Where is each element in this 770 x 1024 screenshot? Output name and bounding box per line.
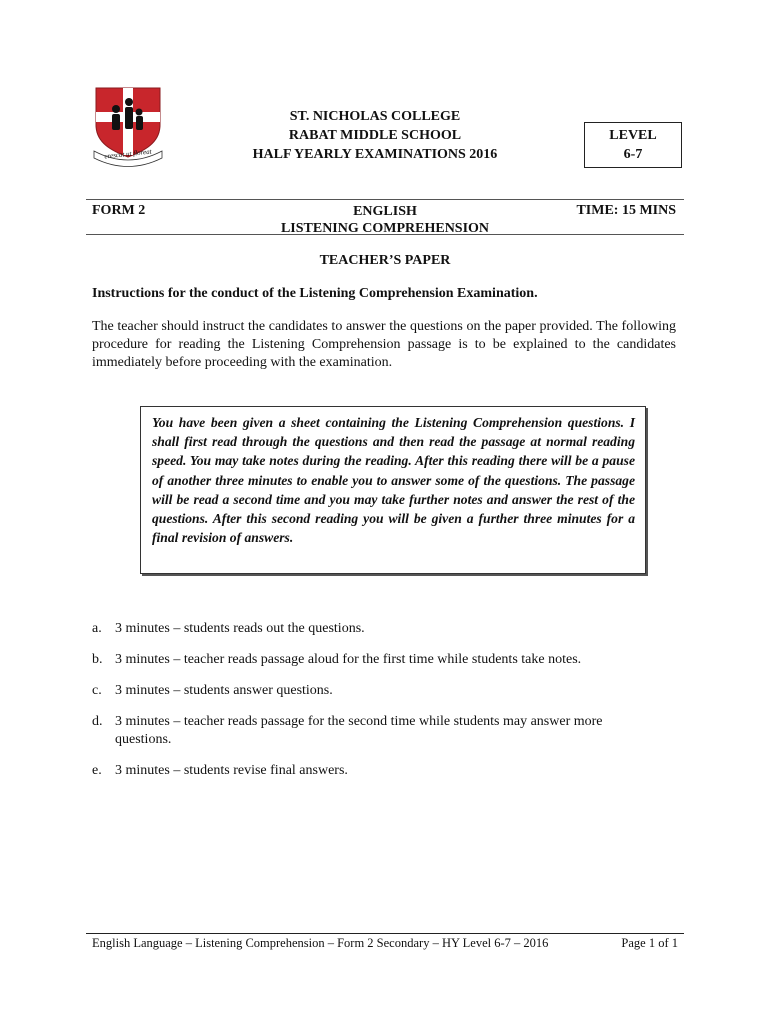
list-item-label: d. — [92, 714, 103, 729]
page-number: Page 1 of 1 — [621, 936, 678, 950]
list-item-label: e. — [92, 763, 102, 778]
list-item — [92, 682, 676, 700]
list-item-text: 3 minutes – students revise final answers. — [115, 763, 348, 778]
list-item-text: 3 minutes – teacher reads passage aloud for the first time while students take notes. — [115, 652, 582, 667]
level-label: LEVEL — [609, 128, 657, 143]
list-item-text: 3 minutes – students answer questions. — [115, 683, 333, 698]
crest-motto: crescat ut floreat — [104, 147, 152, 161]
top-divider — [86, 199, 684, 200]
procedure-list — [92, 620, 676, 793]
teacher-script-text: You have been given a sheet containing the Listening Comprehension questions. I shall first read through the questions and then read the passage at normal reading speed. You may take notes during the reading. After this reading there will be a pause of another three minutes to enable you to answer some of the questions. The passage will be read a second time and you may take further notes and answer the rest of the questions. After this second reading you will be given a further three minutes for a final revision of answers. — [152, 415, 635, 546]
list-item — [92, 762, 676, 780]
footer-text: English Language – Listening Comprehension – Form 2 Secondary – HY Level 6-7 – 2016 — [92, 936, 549, 950]
level-box — [584, 122, 682, 168]
subject-block — [230, 203, 540, 237]
form-label: FORM 2 — [92, 203, 146, 218]
list-item-text: 3 minutes – students reads out the questions. — [115, 621, 365, 636]
time-label: TIME: 15 MINS — [576, 203, 676, 218]
school-name: RABAT MIDDLE SCHOOL — [288, 128, 462, 143]
list-item-label: a. — [92, 621, 102, 636]
list-item-label: c. — [92, 683, 102, 698]
college-name: ST. NICHOLAS COLLEGE — [289, 109, 461, 124]
list-item-text: 3 minutes – teacher reads passage for the second time while students may answer more questions. — [115, 714, 603, 747]
teacher-script-box — [140, 406, 646, 574]
exam-header — [230, 107, 520, 164]
list-item — [92, 713, 676, 749]
list-item-label: b. — [92, 652, 103, 667]
instructions-heading: Instructions for the conduct of the Listening Comprehension Examination. — [92, 286, 538, 301]
list-item — [92, 620, 676, 638]
list-item — [92, 651, 676, 669]
exam-name: HALF YEARLY EXAMINATIONS 2016 — [252, 147, 498, 162]
paper-title: TEACHER’S PAPER — [319, 253, 451, 268]
bottom-divider — [86, 234, 684, 235]
component-name: LISTENING COMPREHENSION — [280, 221, 490, 236]
footer-divider — [86, 933, 684, 934]
intro-paragraph: The teacher should instruct the candidates to answer the questions on the paper provided. The following procedure for reading the Listening Comprehension passage is to be explained to the candidates immediately before proceeding with the examination. — [92, 319, 676, 370]
level-value: 6-7 — [623, 147, 643, 162]
subject-name: ENGLISH — [353, 204, 417, 219]
